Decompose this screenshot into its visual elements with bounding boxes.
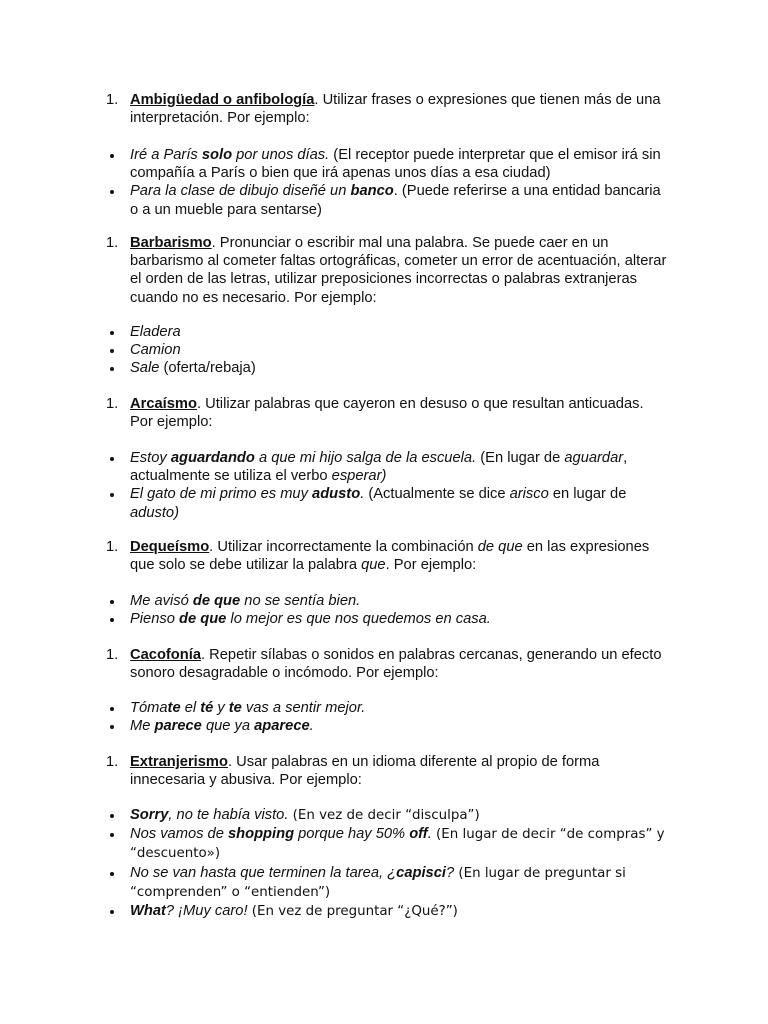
text-run: té	[200, 700, 214, 716]
text-run: Tóma	[130, 700, 168, 716]
section-title: Dequeísmo	[130, 539, 210, 555]
example-item	[108, 864, 668, 902]
text-run: Sorry	[130, 807, 169, 823]
text-run: Nos vamos de	[130, 826, 228, 843]
text-run: no se sentía bien.	[240, 593, 361, 609]
text-run: ?	[445, 864, 455, 881]
text-run: capisci	[396, 864, 446, 881]
text-run: que	[361, 557, 386, 574]
example-item	[108, 323, 668, 341]
example-item	[108, 341, 668, 359]
example-item	[108, 485, 668, 521]
section-barbarismo	[108, 234, 668, 307]
text-run: aguardando	[170, 450, 255, 466]
text-run: de que	[192, 593, 241, 609]
text-run: banco	[350, 183, 394, 200]
text-run: ? ¡Muy caro!	[165, 903, 248, 920]
text-run: Camion	[130, 342, 181, 359]
list-number: 1.	[106, 539, 119, 555]
text-run: . (Puede referirse a una entidad bancaria o a un mueble para sentarse)	[130, 183, 661, 218]
text-run: Para la clase de dibujo diseñé un	[130, 183, 351, 200]
example-item	[108, 592, 668, 610]
text-run: Iré a París	[130, 147, 202, 163]
example-list	[108, 699, 668, 735]
text-run: que ya	[201, 718, 255, 735]
text-run: (En lugar de decir “de compras” y “descuento»)	[130, 827, 665, 862]
text-run: el	[180, 700, 201, 716]
text-run: No se van hasta que terminen la tarea, ¿	[130, 864, 397, 881]
example-item	[108, 146, 668, 182]
text-run: solo	[201, 147, 233, 163]
section-dequeismo	[108, 538, 668, 574]
text-run: (En vez de decir “disculpa”)	[288, 808, 480, 823]
text-run: de que	[179, 611, 227, 628]
text-run: arisco	[509, 486, 549, 503]
example-item	[108, 717, 668, 735]
text-run: Pienso	[130, 611, 179, 628]
example-item	[108, 699, 668, 717]
text-run: Sale	[130, 360, 160, 377]
section-title: Cacofonía	[130, 647, 201, 663]
text-run: .	[360, 486, 365, 503]
list-number: 1.	[106, 92, 119, 108]
list-number: 1.	[106, 396, 119, 412]
example-item	[108, 610, 668, 628]
text-run: vas a sentir mejor.	[241, 700, 366, 716]
text-run: , no te había visto.	[168, 807, 289, 823]
text-run: por unos días.	[232, 147, 330, 163]
example-item	[108, 359, 668, 377]
section-cacofonia	[108, 646, 668, 682]
text-run: What	[130, 903, 166, 920]
example-item	[108, 902, 668, 921]
list-number: 1.	[106, 754, 119, 770]
text-run: Me avisó	[130, 593, 193, 609]
text-run: de que	[477, 539, 523, 555]
text-run: Eladera	[130, 324, 181, 340]
text-run: .	[309, 718, 314, 735]
section-title: Extranjerismo	[130, 754, 228, 770]
text-run: adusto	[312, 486, 361, 503]
text-run: . Por ejemplo:	[385, 557, 477, 574]
text-run: porque hay 50%	[294, 826, 410, 843]
section-extranjerismo	[108, 753, 668, 789]
text-run: aguardar	[564, 450, 624, 466]
example-item	[108, 449, 668, 485]
text-run: parece	[154, 718, 202, 735]
list-number: 1.	[106, 235, 119, 251]
text-run: esperar)	[331, 468, 387, 485]
text-run: off	[409, 826, 428, 843]
example-list	[108, 806, 668, 921]
example-list	[108, 449, 668, 522]
section-arcaismo	[108, 395, 668, 431]
text-run: El gato de mi primo es muy	[130, 486, 313, 503]
example-list	[108, 592, 668, 628]
text-run: en lugar de	[548, 486, 627, 503]
example-list	[108, 323, 668, 378]
example-item	[108, 825, 668, 863]
text-run: en las expresiones que solo se debe utilizar la palabra	[130, 539, 650, 574]
text-run: shopping	[227, 826, 295, 843]
text-run: adusto)	[130, 504, 179, 521]
example-item	[108, 806, 668, 825]
example-item	[108, 182, 668, 218]
text-run: (oferta/rebaja)	[159, 360, 256, 377]
section-title: Arcaísmo	[130, 396, 197, 412]
section-title: Ambigüedad o anfibología	[130, 92, 315, 108]
text-run: aparece	[254, 718, 310, 735]
section-description: . Utilizar palabras que cayeron en desuso o que resultan anticuadas. Por ejemplo:	[130, 396, 644, 431]
list-number: 1.	[106, 647, 119, 663]
text-run: te	[167, 700, 181, 716]
text-run: (En lugar de	[476, 450, 565, 466]
text-run: a que mi hijo salga de la escuela.	[254, 450, 477, 466]
text-run: . Utilizar incorrectamente la combinación	[209, 539, 478, 555]
text-run: (Actualmente se dice	[364, 486, 510, 503]
text-run: , actualmente se utiliza el verbo	[130, 450, 628, 485]
text-run: (En vez de preguntar “¿Qué?”)	[247, 904, 458, 920]
section-ambiguedad	[108, 91, 668, 127]
text-run: (El receptor puede interpretar que el emisor irá sin compañía a París o bien que irá apenas unos días a esa ciudad)	[130, 147, 661, 182]
section-description: . Usar palabras en un idioma diferente al propio de forma innecesaria y abusiva. Por ejemplo:	[130, 754, 600, 789]
example-list	[108, 146, 668, 219]
text-run: (En lugar de preguntar si “comprenden” o “entienden”)	[130, 865, 626, 900]
section-description: . Repetir sílabas o sonidos en palabras cercanas, generando un efecto sonoro desagradable o incómodo. Por ejemplo:	[130, 647, 662, 682]
section-description: . Utilizar frases o expresiones que tienen más de una interpretación. Por ejemplo:	[130, 92, 661, 127]
text-run: Me	[130, 718, 155, 735]
section-description: . Pronunciar o escribir mal una palabra. Se puede caer en un barbarismo al cometer faltas ortográficas, cometer un error de acentuación, alterar el orden de las letras, utilizar preposiciones incorrectas o palabras extranjeras cuando no es necesario. Por ejemplo:	[130, 235, 667, 306]
text-run: te	[228, 700, 242, 716]
text-run: .	[427, 826, 432, 843]
section-title: Barbarismo	[130, 235, 212, 251]
text-run: y	[213, 700, 229, 716]
text-run: lo mejor es que nos quedemos en casa.	[226, 611, 491, 628]
text-run: Estoy	[130, 450, 171, 466]
